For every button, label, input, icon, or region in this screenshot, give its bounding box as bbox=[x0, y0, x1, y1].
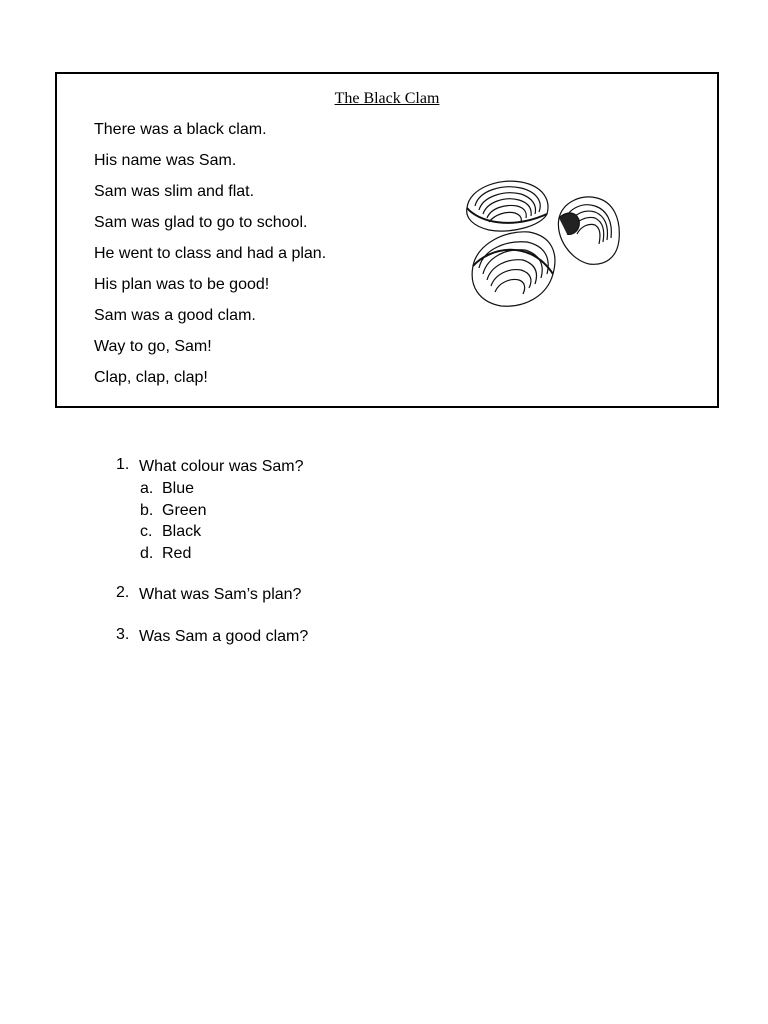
story-line: Sam was glad to go to school. bbox=[94, 214, 308, 231]
question-number: 2. bbox=[116, 584, 130, 601]
question-number: 3. bbox=[116, 626, 130, 643]
answer-option bbox=[140, 521, 308, 543]
option-text: Blue bbox=[162, 480, 195, 497]
option-text: Red bbox=[162, 544, 192, 562]
clam-shell-2 bbox=[558, 197, 619, 264]
option-text: Green bbox=[162, 501, 207, 519]
option-letter: c. bbox=[140, 523, 153, 540]
option-letter: a. bbox=[140, 480, 154, 497]
question-text: What colour was Sam? bbox=[139, 458, 304, 475]
story-lines bbox=[94, 118, 326, 397]
clam-shell-3 bbox=[472, 232, 555, 306]
question-text: What was Sam’s plan? bbox=[139, 586, 302, 603]
answer-option bbox=[140, 478, 308, 500]
story-title: The Black Clam bbox=[334, 90, 440, 107]
question-3 bbox=[116, 626, 308, 648]
question-2 bbox=[116, 584, 308, 606]
story-line: Way to go, Sam! bbox=[94, 338, 212, 355]
question-text: Was Sam a good clam? bbox=[139, 628, 309, 645]
story-line: There was a black clam. bbox=[94, 121, 267, 138]
question-number: 1. bbox=[116, 456, 130, 473]
option-text: Black bbox=[162, 523, 202, 540]
option-letter: d. bbox=[140, 544, 154, 562]
option-letter: b. bbox=[140, 501, 154, 519]
clam-shell-1 bbox=[467, 181, 548, 231]
story-line: Sam was a good clam. bbox=[94, 307, 256, 324]
question-1 bbox=[116, 456, 308, 564]
story-line: His name was Sam. bbox=[94, 152, 237, 169]
story-line: He went to class and had a plan. bbox=[94, 245, 327, 262]
story-box bbox=[55, 72, 719, 408]
answer-options bbox=[140, 478, 308, 564]
answer-option bbox=[140, 500, 308, 522]
story-line: Clap, clap, clap! bbox=[94, 369, 208, 386]
answer-option bbox=[140, 543, 308, 565]
story-line: His plan was to be good! bbox=[94, 276, 270, 293]
story-line: Sam was slim and flat. bbox=[94, 183, 255, 200]
questions bbox=[116, 456, 308, 648]
clam-shells-illustration bbox=[459, 178, 639, 318]
